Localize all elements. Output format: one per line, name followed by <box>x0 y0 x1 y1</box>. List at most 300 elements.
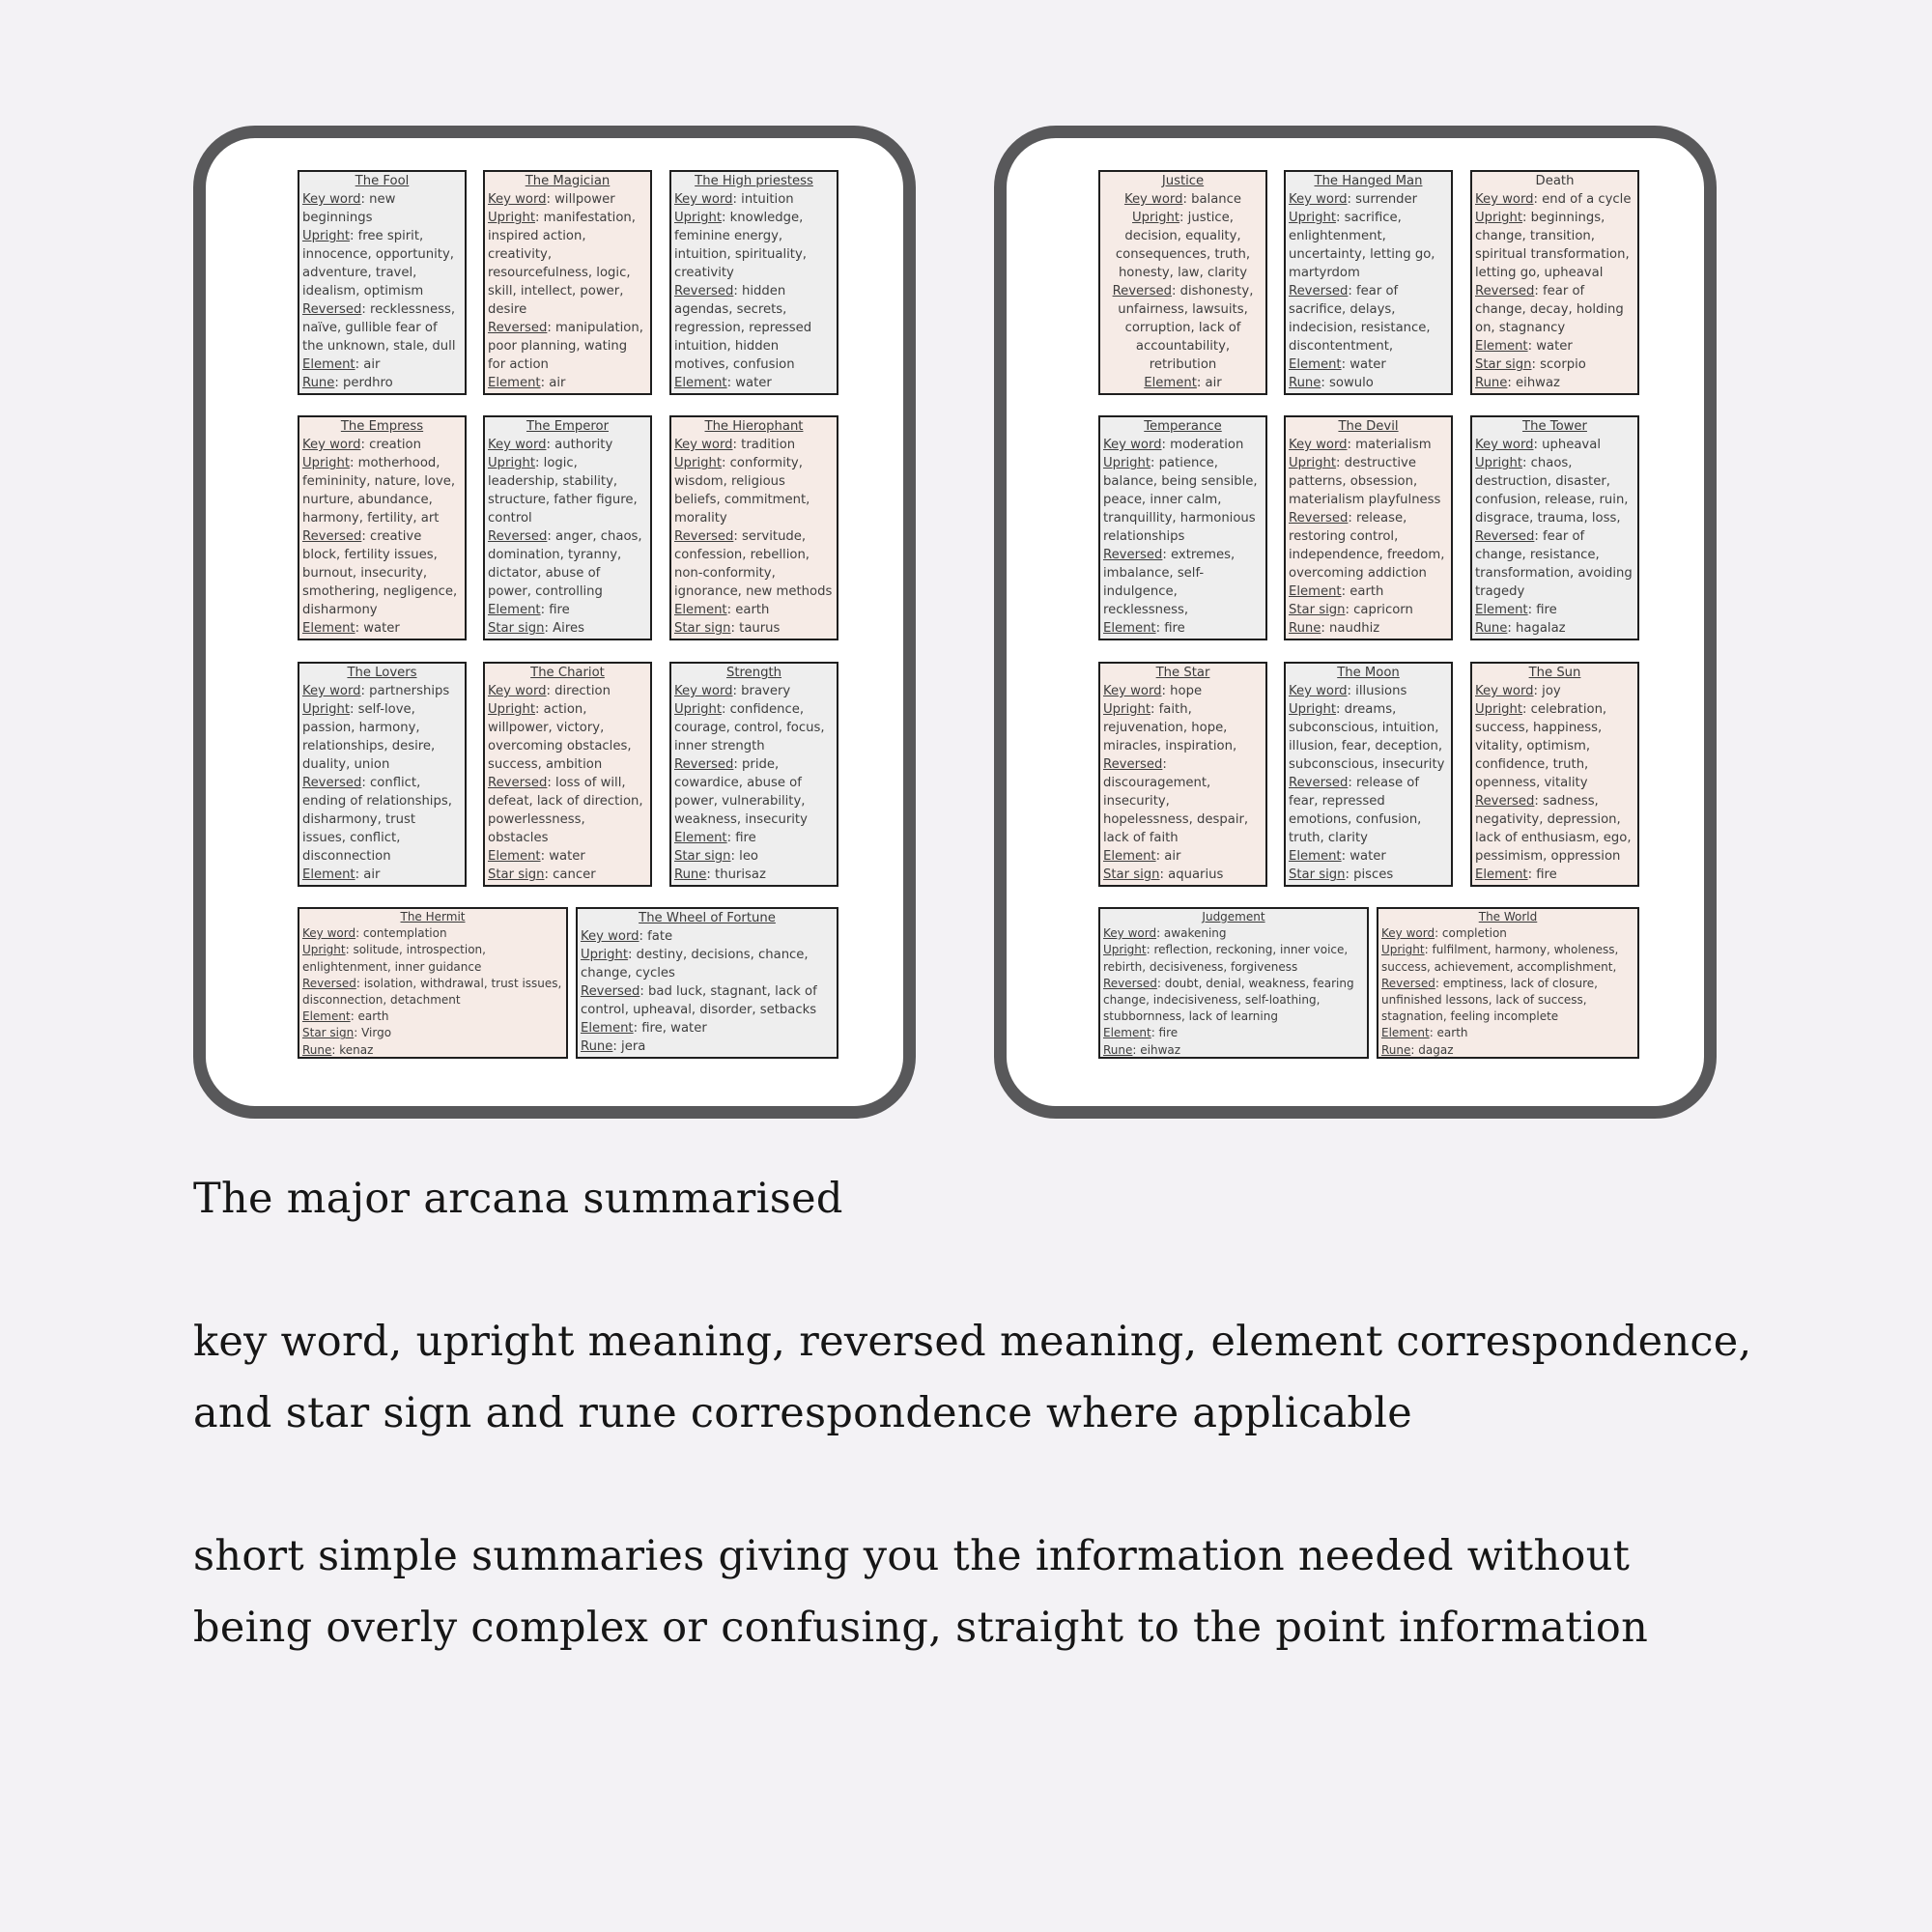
card-upright-line <box>1381 942 1634 975</box>
field-label <box>488 639 520 640</box>
field-label <box>302 639 334 640</box>
field-value: : Virgo <box>354 1026 392 1040</box>
field-value: : fire <box>726 831 756 845</box>
card-star-sign-line <box>488 619 647 638</box>
card-reversed-line <box>488 319 647 374</box>
card-element-line <box>1381 1025 1634 1041</box>
field-label: Upright <box>581 948 629 962</box>
tarot-card-strength <box>669 662 838 887</box>
card-element-line <box>488 374 647 392</box>
card-reversed-line <box>302 527 462 619</box>
tarot-card-the-chariot <box>483 662 652 887</box>
field-value: : chaos, destruction, disaster, confusion, release, ruin, disgrace, trauma, loss, <box>1475 456 1629 526</box>
field-label: Reversed <box>674 284 734 298</box>
field-value: : sowulo <box>1321 376 1374 390</box>
field-value: : partnerships <box>360 684 450 698</box>
tarot-card-the-hanged-man <box>1284 170 1453 395</box>
field-value <box>520 394 579 395</box>
field-label: Key word <box>488 438 547 452</box>
card-key-word-line <box>1289 682 1448 700</box>
field-value <box>359 886 412 887</box>
card-reversed-line <box>1381 976 1634 1026</box>
card-upright-line <box>1475 454 1634 527</box>
field-label: Star sign <box>674 849 731 864</box>
field-value: : bad luck, stagnant, lack of control, upheaval, disorder, setbacks <box>581 984 817 1017</box>
field-label: Key word <box>1289 684 1348 698</box>
field-value: : hidden agendas, secrets, regression, repressed intuition, hidden motives, confusion <box>674 284 812 372</box>
field-label: Element <box>302 1009 351 1024</box>
card-reversed-line <box>581 982 834 1019</box>
field-value: : awakening <box>1156 926 1227 941</box>
field-label: Element <box>1289 357 1342 372</box>
card-key-word-line <box>674 190 834 209</box>
card-title: The Fool <box>355 174 410 188</box>
card-key-word-line <box>302 436 462 454</box>
card-element-line <box>1103 847 1263 866</box>
card-upright-line <box>674 209 834 282</box>
card-upright-line <box>302 454 462 527</box>
card-upright-line <box>302 700 462 774</box>
card-title: The Tower <box>1522 419 1587 434</box>
field-value: : air <box>1155 849 1181 864</box>
field-value: : contemplation <box>355 926 447 941</box>
field-label: Reversed <box>1103 757 1163 772</box>
card-upright-line <box>1475 209 1634 282</box>
field-value: : creative block, fertility issues, burnout, insecurity, smothering, negligence, disharmony <box>302 529 458 617</box>
field-value: : materialism <box>1347 438 1432 452</box>
field-value <box>706 639 752 640</box>
field-label: Reversed <box>1475 794 1535 809</box>
field-label: Element <box>302 357 355 372</box>
field-label: Element <box>674 603 727 617</box>
field-value: : fire <box>1527 867 1557 882</box>
field-value: : free spirit, innocence, opportunity, adventure, travel, idealism, optimism <box>302 229 454 298</box>
field-value <box>1135 886 1178 887</box>
field-label: Star sign <box>488 867 545 882</box>
card-element-line <box>1103 1025 1364 1041</box>
field-label: Reversed <box>302 776 362 790</box>
tarot-card-the-wheel-of-fortune <box>576 907 838 1059</box>
card-element-line <box>674 374 834 392</box>
card-title: The Hierophant <box>704 419 804 434</box>
field-value: : manifestation, inspired action, creativity, resourcefulness, logic, skill, intellect, power, desire <box>488 211 636 317</box>
card-upright-line <box>488 700 647 774</box>
field-value: : perdhro <box>334 376 393 390</box>
field-label: Element <box>488 603 541 617</box>
field-value: : sacrifice, enlightenment, uncertainty, letting go, martyrdom <box>1289 211 1435 280</box>
card-key-word-line <box>1475 682 1634 700</box>
field-value: : illusions <box>1347 684 1407 698</box>
card-title: The Emperor <box>526 419 609 434</box>
field-value: : action, willpower, victory, overcoming obstacles, success, ambition <box>488 702 632 772</box>
card-reversed-line <box>1103 282 1263 374</box>
field-label: Upright <box>1103 456 1151 470</box>
field-value: : knowledge, feminine energy, intuition, spirituality, creativity <box>674 211 807 280</box>
card-rune-line <box>1289 374 1448 392</box>
field-label: Key word <box>1289 438 1348 452</box>
field-label: Upright <box>1289 211 1337 225</box>
field-label: Element <box>1475 339 1528 354</box>
field-value: : tradition <box>732 438 796 452</box>
field-label: Reversed <box>1289 284 1349 298</box>
field-value: : earth <box>350 1009 389 1024</box>
field-value: : confidence, courage, control, focus, inner strength <box>674 702 825 753</box>
field-value: : isolation, withdrawal, trust issues, disconnection, detachment <box>302 976 562 1008</box>
card-reversed-line <box>1475 527 1634 601</box>
field-value: : fear of sacrifice, delays, indecision, resistance, discontentment, <box>1289 284 1431 354</box>
field-value: : kenaz <box>331 1042 374 1057</box>
card-rune-line <box>1475 884 1634 887</box>
field-value: : release of fear, repressed emotions, confusion, truth, clarity <box>1289 776 1422 845</box>
card-key-word-line <box>674 682 834 700</box>
field-value: : air <box>355 867 381 882</box>
card-element-line <box>1289 355 1448 374</box>
field-value: : water <box>1341 357 1386 372</box>
card-reversed-line <box>1289 509 1448 582</box>
tarot-card-the-sun <box>1470 662 1639 887</box>
card-rune-line <box>488 884 647 887</box>
field-value: : hope <box>1161 684 1203 698</box>
field-label: Rune <box>1289 621 1321 636</box>
field-value: : fire <box>540 603 570 617</box>
field-label <box>674 639 706 640</box>
field-label: Reversed <box>1381 976 1435 990</box>
field-value: : naudhiz <box>1321 621 1380 636</box>
card-star-sign-line <box>302 1025 563 1041</box>
field-value: : earth <box>726 603 770 617</box>
card-rune-line <box>1475 619 1634 638</box>
field-label: Reversed <box>674 757 734 772</box>
card-reversed-line <box>1475 792 1634 866</box>
field-value: : creation <box>360 438 421 452</box>
card-element-line <box>488 847 647 866</box>
field-label: Upright <box>1475 211 1523 225</box>
field-value: : scorpio <box>1531 357 1586 372</box>
field-label: Star sign <box>1475 357 1532 372</box>
card-key-word-line <box>488 190 647 209</box>
field-value: : hagalaz <box>1507 621 1566 636</box>
card-upright-line <box>488 454 647 527</box>
field-value <box>520 639 565 640</box>
field-value: : cancer <box>544 867 596 882</box>
field-value <box>334 639 394 640</box>
field-label: Element <box>302 867 355 882</box>
card-title: The Empress <box>340 419 424 434</box>
field-label: Reversed <box>488 321 548 335</box>
card-reversed-line <box>674 282 834 374</box>
field-value: : aquarius <box>1159 867 1224 882</box>
field-label: Element <box>1103 1026 1151 1040</box>
field-value: : loss of will, defeat, lack of direction, powerlessness, obstacles <box>488 776 643 845</box>
field-label: Reversed <box>674 529 734 544</box>
field-value: : servitude, confession, rebellion, non-conformity, ignorance, new methods <box>674 529 833 599</box>
field-value <box>1321 886 1363 887</box>
field-label: Element <box>1381 1026 1430 1040</box>
field-label: Rune <box>302 376 335 390</box>
field-value: : pisces <box>1345 867 1394 882</box>
field-label: Key word <box>1475 684 1534 698</box>
card-element-line <box>1289 582 1448 601</box>
caption-title: The major arcana summarised <box>193 1175 843 1223</box>
field-value: : anger, chaos, domination, tyranny, dictator, abuse of power, controlling <box>488 529 642 599</box>
tarot-card-the-hermit <box>298 907 568 1059</box>
field-label <box>488 394 520 395</box>
field-value: : intuition <box>732 192 794 207</box>
field-label: Upright <box>674 211 723 225</box>
field-label: Reversed <box>302 302 362 317</box>
card-key-word-line <box>302 682 462 700</box>
field-value <box>1507 886 1559 887</box>
field-label <box>1103 639 1160 640</box>
field-label: Reversed <box>1103 548 1163 562</box>
card-reversed-line <box>302 774 462 866</box>
card-title: The Sun <box>1528 666 1581 680</box>
field-value: : reflection, reckoning, inner voice, rebirth, decisiveness, forgiveness <box>1103 943 1349 974</box>
card-title: The Moon <box>1337 666 1400 680</box>
card-title: The Star <box>1155 666 1210 680</box>
field-label: Reversed <box>488 776 548 790</box>
field-label: Rune <box>1475 376 1508 390</box>
field-label: Upright <box>1289 456 1337 470</box>
tarot-card-the-empress <box>298 415 467 640</box>
card-rune-line <box>1381 1042 1634 1059</box>
card-key-word-line <box>488 682 647 700</box>
field-value: : self-love, passion, harmony, relationships, desire, duality, union <box>302 702 436 772</box>
tarot-card-the-moon <box>1284 662 1453 887</box>
tarot-card-the-magician <box>483 170 652 395</box>
card-title: The Magician <box>525 174 611 188</box>
field-label: Rune <box>302 1042 332 1057</box>
card-star-sign-line <box>1289 601 1448 619</box>
field-label: Element <box>674 831 727 845</box>
card-key-word-line <box>674 436 834 454</box>
field-label: Rune <box>1475 621 1508 636</box>
field-label: Key word <box>1103 684 1162 698</box>
card-rune-line <box>1289 884 1448 887</box>
field-label: Key word <box>674 192 733 207</box>
field-label <box>1103 886 1135 887</box>
field-label: Star sign <box>674 621 731 636</box>
card-title: Strength <box>725 666 782 680</box>
field-value: : dishonesty, unfairness, lawsuits, corruption, lack of accountability, retribution <box>1118 284 1254 372</box>
field-label: Upright <box>1132 211 1180 225</box>
card-reversed-line <box>1289 774 1448 847</box>
field-label: Key word <box>302 926 356 941</box>
card-rune-line <box>488 638 647 640</box>
field-label: Rune <box>1103 1042 1133 1057</box>
tarot-card-the-tower <box>1470 415 1639 640</box>
card-key-word-line <box>1103 190 1263 209</box>
card-rune-line <box>1103 884 1263 887</box>
field-value: : beginnings, change, transition, spiritual transformation, letting go, upheaval <box>1475 211 1630 280</box>
field-label: Element <box>1289 849 1342 864</box>
tarot-card-death <box>1470 170 1639 395</box>
field-value: : patience, balance, being sensible, peace, inner calm, tranquillity, harmonious relationships <box>1103 456 1258 544</box>
field-value: : fire <box>1155 621 1185 636</box>
field-value: : completion <box>1435 926 1507 941</box>
caption-description: key word, upright meaning, reversed meaning, element correspondence, and star sign and rune correspondence where applicable <box>193 1318 1752 1437</box>
field-value: : air <box>540 376 566 390</box>
card-star-sign-line <box>302 884 462 887</box>
field-label: Upright <box>302 943 346 957</box>
card-element-line <box>1475 866 1634 884</box>
field-value: : balance <box>1182 192 1242 207</box>
field-label <box>1136 394 1193 395</box>
field-value: : jera <box>612 1039 646 1054</box>
field-label: Element <box>581 1021 634 1036</box>
field-value <box>520 886 569 887</box>
field-label: Upright <box>1103 943 1147 957</box>
field-value: : celebration, success, happiness, vitality, optimism, confidence, truth, openness, vitality <box>1475 702 1607 790</box>
field-label: Key word <box>302 192 361 207</box>
field-value: : recklessness, naïve, gullible fear of the unknown, stale, dull <box>302 302 456 354</box>
card-reversed-line <box>674 527 834 601</box>
field-label: Key word <box>488 192 547 207</box>
card-title: The High priestess <box>695 174 813 188</box>
field-value: : joy <box>1533 684 1561 698</box>
card-upright-line <box>674 700 834 755</box>
card-rune-line <box>674 392 834 395</box>
card-title: Death <box>1535 174 1575 188</box>
field-value: : fear of change, decay, holding on, stagnancy <box>1475 284 1624 335</box>
card-title: The Hanged Man <box>1314 174 1423 188</box>
card-reversed-line <box>1103 755 1263 847</box>
field-label: Upright <box>488 702 536 717</box>
field-value: : dagaz <box>1410 1042 1454 1057</box>
field-value: : emptiness, lack of closure, unfinished lessons, lack of success, stagnation, feeling incomplete <box>1381 976 1598 1024</box>
field-value: : bravery <box>732 684 791 698</box>
tarot-card-the-star <box>1098 662 1267 887</box>
field-label: Element <box>1103 849 1156 864</box>
card-title: The Lovers <box>347 666 417 680</box>
field-value: : air <box>1196 376 1222 390</box>
field-label: Upright <box>302 456 351 470</box>
field-label: Key word <box>674 438 733 452</box>
card-reversed-line <box>1475 282 1634 337</box>
field-value: : pride, cowardice, abuse of power, vulnerability, weakness, insecurity <box>674 757 808 827</box>
card-title: The Chariot <box>530 666 605 680</box>
field-label: Element <box>302 621 355 636</box>
field-value: : release, restoring control, independence, freedom, overcoming addiction <box>1289 511 1445 581</box>
card-element-line <box>302 1009 563 1025</box>
card-reversed-line <box>302 976 563 1009</box>
field-label: Star sign <box>488 621 545 636</box>
card-upright-line <box>302 942 563 975</box>
card-key-word-line <box>302 190 462 227</box>
card-upright-line <box>1103 700 1263 755</box>
card-upright-line <box>1289 700 1448 774</box>
field-label: Upright <box>1103 702 1151 717</box>
card-reversed-line <box>1103 976 1364 1026</box>
field-label: Upright <box>1289 702 1337 717</box>
card-title: The Devil <box>1338 419 1399 434</box>
card-title: The World <box>1478 910 1538 923</box>
tarot-card-judgement <box>1098 907 1369 1059</box>
card-element-line <box>1475 601 1634 619</box>
field-label: Key word <box>1289 192 1348 207</box>
field-label: Upright <box>488 456 536 470</box>
card-element-line <box>581 1019 834 1037</box>
card-upright-line <box>1289 454 1448 509</box>
field-value: : water <box>726 376 772 390</box>
card-key-word-line <box>1381 925 1634 942</box>
field-label: Rune <box>674 867 707 882</box>
field-value: : fire, water <box>633 1021 707 1036</box>
field-value: : moderation <box>1161 438 1244 452</box>
field-label: Star sign <box>1289 603 1346 617</box>
field-value: : logic, leadership, stability, structure, father figure, control <box>488 456 638 526</box>
field-value: : water <box>540 849 585 864</box>
field-label: Element <box>1144 376 1197 390</box>
field-label: Reversed <box>302 529 362 544</box>
field-value: : conformity, wisdom, religious beliefs, commitment, morality <box>674 456 810 526</box>
card-title: Justice <box>1161 174 1205 188</box>
card-key-word-line <box>488 436 647 454</box>
field-value <box>706 394 752 395</box>
field-label: Reversed <box>581 984 640 999</box>
field-label: Key word <box>1103 926 1157 941</box>
field-label: Rune <box>581 1039 613 1054</box>
card-upright-line <box>1475 700 1634 792</box>
field-label: Key word <box>488 684 547 698</box>
field-label: Rune <box>1289 376 1321 390</box>
card-star-sign-line <box>1475 355 1634 374</box>
field-value: : water <box>1341 849 1386 864</box>
field-label <box>1475 886 1507 887</box>
card-element-line <box>302 355 462 374</box>
card-reversed-line <box>488 774 647 847</box>
card-key-word-line <box>1475 190 1634 209</box>
field-value: : air <box>355 357 381 372</box>
field-value: : water <box>355 621 400 636</box>
field-label: Reversed <box>1289 776 1349 790</box>
tablet-frame-left <box>193 126 916 1119</box>
card-rune-line <box>488 392 647 395</box>
field-value: : solitude, introspection, enlightenment, inner guidance <box>302 943 486 974</box>
card-element-line <box>1103 374 1263 392</box>
field-label: Upright <box>674 456 723 470</box>
card-key-word-line <box>1103 436 1263 454</box>
field-label: Element <box>1475 603 1528 617</box>
field-value: : eihwaz <box>1132 1042 1181 1057</box>
field-value: : direction <box>546 684 611 698</box>
card-upright-line <box>1103 209 1263 282</box>
card-rune-line <box>302 638 462 640</box>
card-element-line <box>1475 337 1634 355</box>
field-value: : manipulation, poor planning, wating for action <box>488 321 643 372</box>
field-value: : upheaval <box>1533 438 1601 452</box>
card-star-sign-line <box>674 619 834 638</box>
field-label: Element <box>1475 867 1528 882</box>
field-value: : eihwaz <box>1507 376 1560 390</box>
tarot-card-the-emperor <box>483 415 652 640</box>
field-value: : fate <box>639 929 673 944</box>
field-value: : faith, rejuvenation, hope, miracles, inspiration, <box>1103 702 1237 753</box>
field-value: : capricorn <box>1345 603 1413 617</box>
card-upright-line <box>1103 942 1364 975</box>
field-label <box>1289 886 1321 887</box>
card-reversed-line <box>674 755 834 829</box>
card-rune-line <box>1103 1042 1364 1059</box>
field-label: Reversed <box>488 529 548 544</box>
tarot-card-the-devil <box>1284 415 1453 640</box>
card-element-line <box>302 866 462 884</box>
tarot-card-temperance <box>1098 415 1267 640</box>
card-key-word-line <box>1475 436 1634 454</box>
card-rune-line <box>302 374 462 392</box>
card-title: Judgement <box>1202 910 1265 923</box>
card-star-sign-line <box>1103 392 1263 395</box>
